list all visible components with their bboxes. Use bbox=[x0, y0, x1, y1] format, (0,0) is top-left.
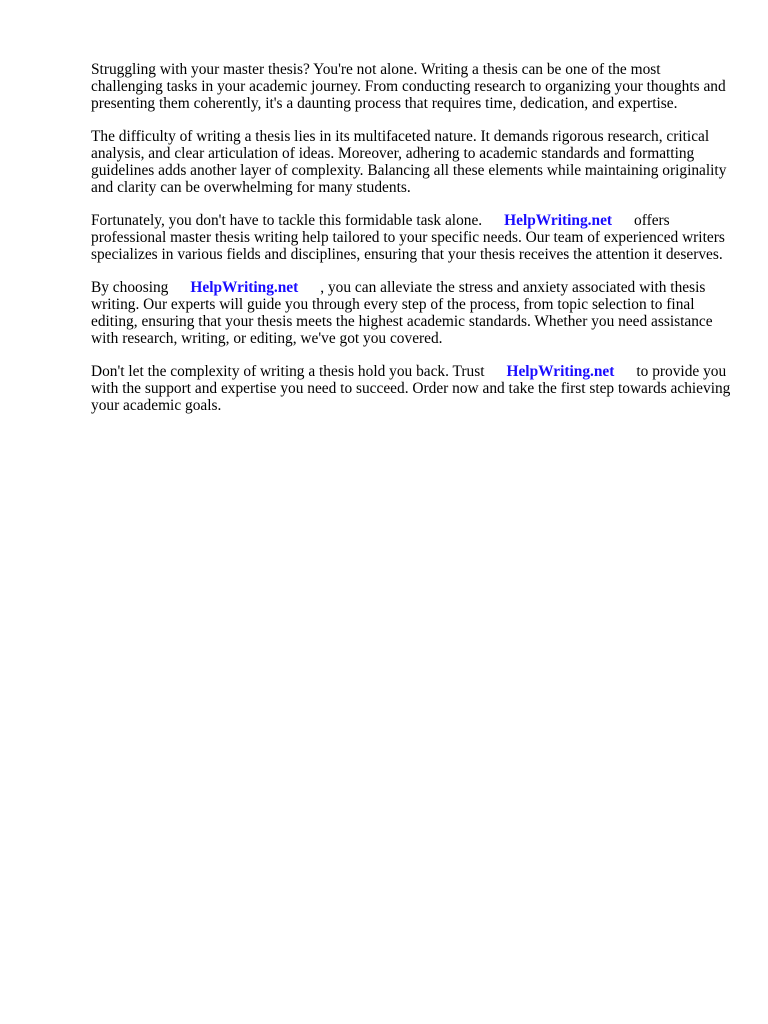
paragraph-choosing bbox=[91, 279, 731, 347]
paragraph-trust bbox=[91, 363, 731, 414]
paragraph-fortunately-after: offers professional master thesis writing help tailored to your specific needs. Our team of experienced writers specializes in various fields and disciplines, ensuring that your thesis receives the attention it deserves. bbox=[91, 212, 725, 263]
paragraph-intro-text: Struggling with your master thesis? You're not alone. Writing a thesis can be one of the most challenging tasks in your academic journey. From conducting research to organizing your thoughts and presenting them coherently, it's a daunting process that requires time, dedication, and expertise. bbox=[91, 61, 726, 112]
paragraph-fortunately bbox=[91, 212, 731, 263]
helpwriting-link-3[interactable]: HelpWriting.net bbox=[506, 363, 615, 380]
paragraph-intro bbox=[91, 61, 731, 112]
helpwriting-link-2[interactable]: HelpWriting.net bbox=[190, 279, 299, 296]
paragraph-trust-before: Don't let the complexity of writing a thesis hold you back. Trust bbox=[91, 363, 485, 380]
paragraph-difficulty-text: The difficulty of writing a thesis lies in its multifaceted nature. It demands rigorous research, critical analysis, and clear articulation of ideas. Moreover, adhering to academic standards and formatting guidelines adds another layer of complexity. Balancing all these elements while maintaining originality and clarity can be overwhelming for many students. bbox=[91, 128, 727, 196]
paragraph-trust-after: to provide you with the support and expertise you need to succeed. Order now and take the first step towards achieving your academic goals. bbox=[91, 363, 731, 414]
paragraph-difficulty bbox=[91, 128, 731, 196]
helpwriting-link-1[interactable]: HelpWriting.net bbox=[504, 212, 613, 229]
paragraph-choosing-before: By choosing bbox=[91, 279, 169, 296]
document-body bbox=[91, 61, 731, 430]
paragraph-choosing-after: , you can alleviate the stress and anxiety associated with thesis writing. Our experts will guide you through every step of the process, from topic selection to final editing, ensuring that your thesis meets the highest academic standards. Whether you need assistance with research, writing, or editing, we've got you covered. bbox=[91, 279, 713, 347]
paragraph-fortunately-before: Fortunately, you don't have to tackle this formidable task alone. bbox=[91, 212, 483, 229]
